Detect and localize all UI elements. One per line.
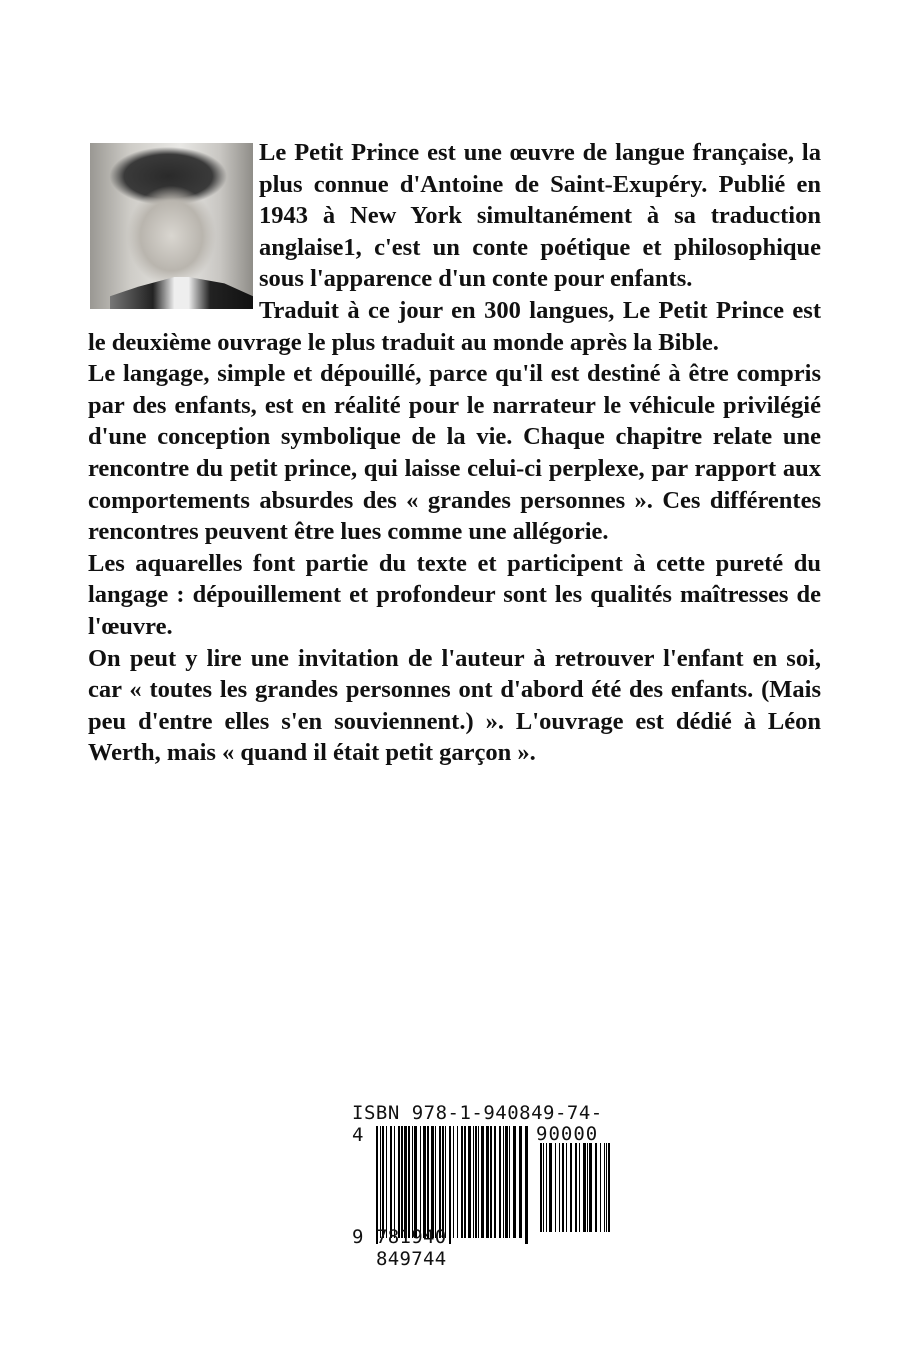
- barcode-bar: [562, 1143, 564, 1232]
- barcode-bar: [595, 1143, 597, 1232]
- paragraph-watercolors: Les aquarelles font partie du texte et participent à cette pureté du langage : dépouillement et profondeur sont les qualités maîtresses de l'œuvre.: [88, 549, 821, 640]
- paragraph-invitation: On peut y lire une invitation de l'auteur à retrouver l'enfant en soi, car « toutes les grandes personnes ont d'abord été des enfants. (Mais peu d'entre elles s'en souviennent.) ». L'ouvrage est dédié à Léon Werth, mais « quand il était petit garçon ».: [88, 644, 821, 767]
- barcode-bar: [570, 1143, 572, 1232]
- barcode-bar: [546, 1143, 547, 1232]
- back-cover-text: [88, 137, 821, 769]
- barcode-bar: [540, 1143, 542, 1232]
- barcode-bar: [589, 1143, 592, 1232]
- barcode-bar: [555, 1143, 556, 1232]
- barcode-bar: [583, 1143, 586, 1232]
- barcode-bar: [566, 1143, 567, 1232]
- barcode-bar: [608, 1143, 610, 1232]
- barcode-bar: [606, 1143, 607, 1232]
- author-photo: [90, 143, 253, 309]
- isbn-label: ISBN 978-1-940849-74-4: [352, 1102, 603, 1146]
- ean-first-digit: 9: [352, 1226, 364, 1248]
- ean-digit-groups: 781940 849744: [376, 1226, 447, 1270]
- barcode-bar: [604, 1143, 605, 1232]
- paragraph-language: Le langage, simple et dépouillé, parce qu'il est destiné à être compris par des enfants, est en réalité pour le narrateur le véhicule privilégié d'une conception symbolique de la vie. Chaque chapitre relate une rencontre du petit prince, qui laisse celui-ci perplexe, par rapport aux comportements absurdes des « grandes personnes ». Ces différentes rencontres peuvent être lues comme une allégorie.: [88, 360, 821, 546]
- barcode-bar: [600, 1143, 601, 1232]
- barcode-bar: [559, 1143, 560, 1232]
- price-addon: 90000: [536, 1123, 599, 1145]
- barcode-bar: [587, 1143, 588, 1232]
- barcode-bar: [543, 1143, 544, 1232]
- barcode-bar: [579, 1143, 580, 1232]
- barcode-bar: [549, 1143, 552, 1232]
- paragraph-translations: Traduit à ce jour en 300 langues, Le Petit Prince est le deuxième ouvrage le plus traduit au monde après la Bible.: [88, 296, 821, 356]
- isbn-barcode: [350, 1100, 610, 1270]
- paragraph-intro: Le Petit Prince est une œuvre de langue française, la plus connue d'Antoine de Saint-Exupéry. Publié en 1943 à New York simultanément à sa traduction anglaise1, c'est un conte poétique et philosophique sous l'apparence d'un conte pour enfants.: [259, 139, 821, 293]
- barcode-bar: [575, 1143, 577, 1232]
